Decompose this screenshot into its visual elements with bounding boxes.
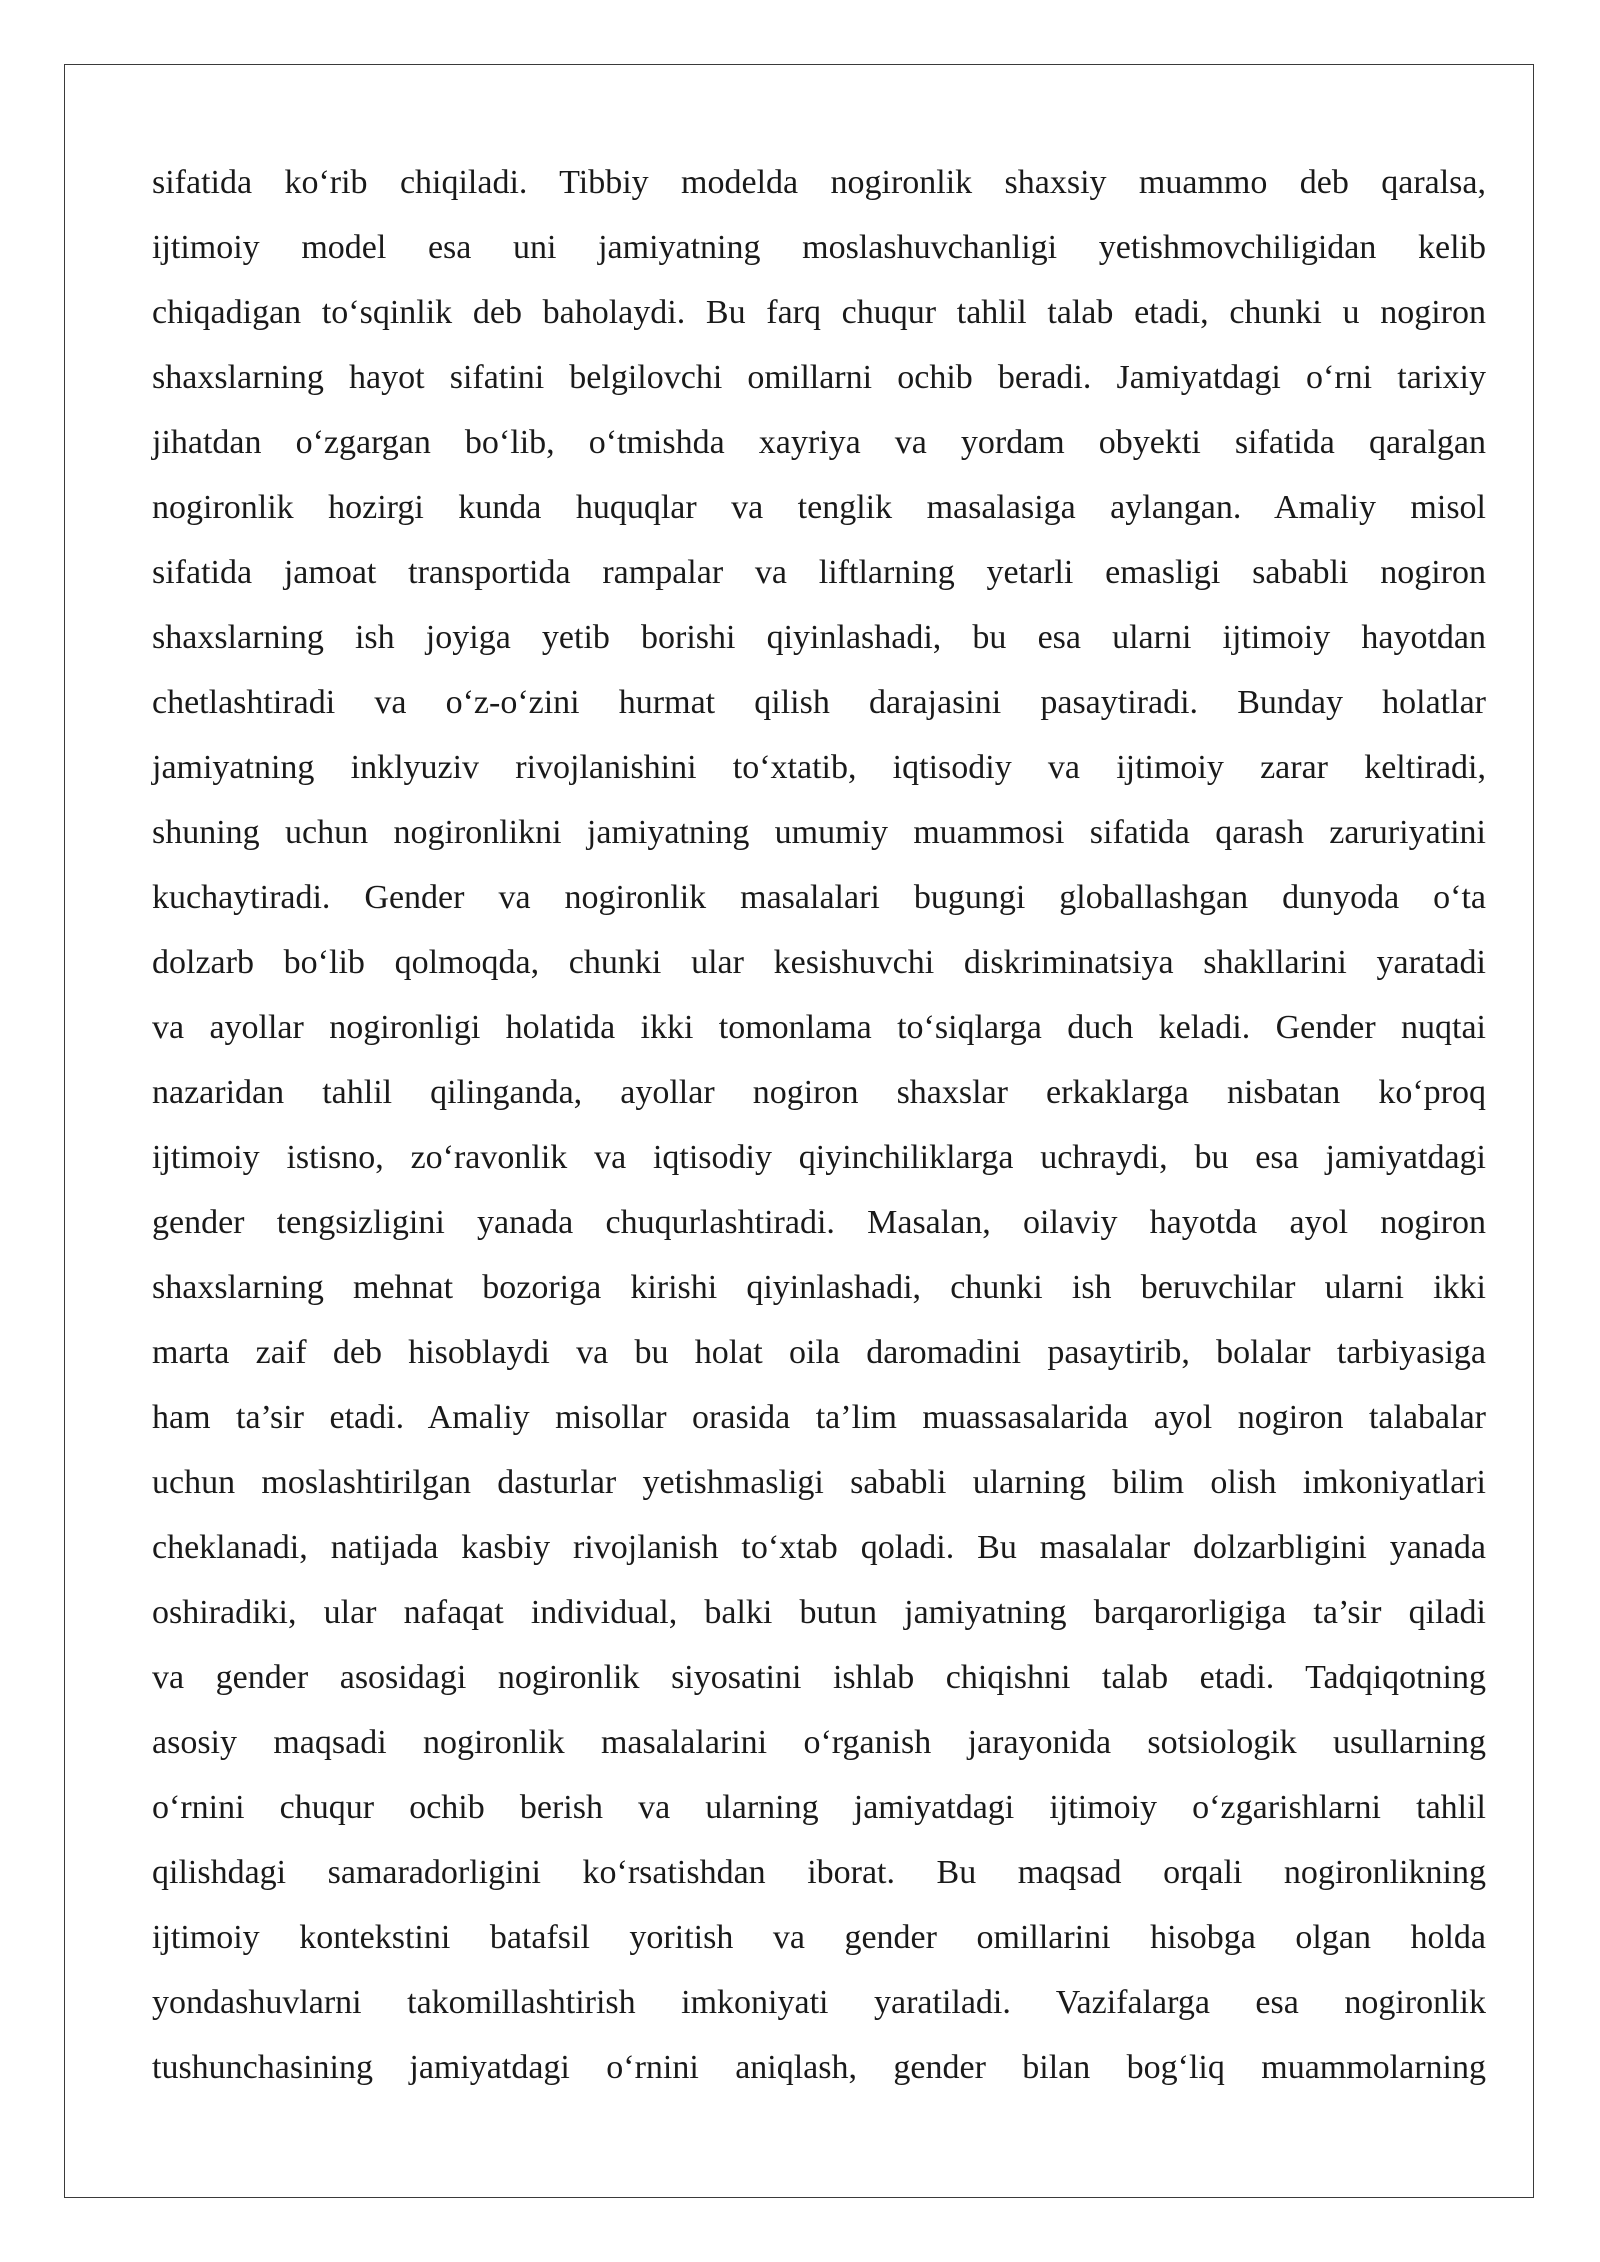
text-line: shuning uchun nogironlikni jamiyatning umumiy muammosi sifatida qarash zaruriyatini xyxy=(152,814,1486,851)
text-line: qilishdagi samaradorligini ko‘rsatishdan iborat. Bu maqsad orqali nogironlikning xyxy=(152,1854,1486,1891)
text-line: kuchaytiradi. Gender va nogironlik masalalari bugungi globallashgan dunyoda o‘ta xyxy=(152,879,1486,916)
text-line: cheklanadi, natijada kasbiy rivojlanish to‘xtab qoladi. Bu masalalar dolzarbligini yanada xyxy=(152,1529,1486,1566)
text-line: va gender asosidagi nogironlik siyosatini ishlab chiqishni talab etadi. Tadqiqotning xyxy=(152,1659,1486,1696)
body-text xyxy=(152,150,1486,2100)
text-line: o‘rnini chuqur ochib berish va ularning jamiyatdagi ijtimoiy o‘zgarishlarni tahlil xyxy=(152,1789,1486,1826)
text-line: oshiradiki, ular nafaqat individual, balki butun jamiyatning barqarorligiga ta’sir qiladi xyxy=(152,1594,1486,1631)
text-line: dolzarb bo‘lib qolmoqda, chunki ular kesishuvchi diskriminatsiya shakllarini yaratadi xyxy=(152,944,1486,981)
text-line: nazaridan tahlil qilinganda, ayollar nogiron shaxslar erkaklarga nisbatan ko‘proq xyxy=(152,1074,1486,1111)
text-line: va ayollar nogironligi holatida ikki tomonlama to‘siqlarga duch keladi. Gender nuqtai xyxy=(152,1009,1486,1046)
text-line: jihatdan o‘zgargan bo‘lib, o‘tmishda xayriya va yordam obyekti sifatida qaralgan xyxy=(152,424,1486,461)
text-line: marta zaif deb hisoblaydi va bu holat oila daromadini pasaytirib, bolalar tarbiyasiga xyxy=(152,1334,1486,1371)
text-line: chetlashtiradi va o‘z-o‘zini hurmat qilish darajasini pasaytiradi. Bunday holatlar xyxy=(152,684,1486,721)
text-line: asosiy maqsadi nogironlik masalalarini o‘rganish jarayonida sotsiologik usullarning xyxy=(152,1724,1486,1761)
text-line: chiqadigan to‘sqinlik deb baholaydi. Bu farq chuqur tahlil talab etadi, chunki u nogiron xyxy=(152,294,1486,331)
text-line: shaxslarning ish joyiga yetib borishi qiyinlashadi, bu esa ularni ijtimoiy hayotdan xyxy=(152,619,1486,656)
text-line: ijtimoiy istisno, zo‘ravonlik va iqtisodiy qiyinchiliklarga uchraydi, bu esa jamiyatdagi xyxy=(152,1139,1486,1176)
text-line: uchun moslashtirilgan dasturlar yetishmasligi sababli ularning bilim olish imkoniyatlari xyxy=(152,1464,1486,1501)
text-line: jamiyatning inklyuziv rivojlanishini to‘xtatib, iqtisodiy va ijtimoiy zarar keltiradi, xyxy=(152,749,1486,786)
text-line: tushunchasining jamiyatdagi o‘rnini aniqlash, gender bilan bog‘liq muammolarning xyxy=(152,2049,1486,2086)
text-line: ijtimoiy kontekstini batafsil yoritish va gender omillarini hisobga olgan holda xyxy=(152,1919,1486,1956)
text-line: sifatida ko‘rib chiqiladi. Tibbiy modelda nogironlik shaxsiy muammo deb qaralsa, xyxy=(152,164,1486,201)
text-line: gender tengsizligini yanada chuqurlashtiradi. Masalan, oilaviy hayotda ayol nogiron xyxy=(152,1204,1486,1241)
text-line: shaxslarning hayot sifatini belgilovchi omillarni ochib beradi. Jamiyatdagi o‘rni tarixiy xyxy=(152,359,1486,396)
text-line: ham ta’sir etadi. Amaliy misollar orasida ta’lim muassasalarida ayol nogiron talabalar xyxy=(152,1399,1486,1436)
text-line: yondashuvlarni takomillashtirish imkoniyati yaratiladi. Vazifalarga esa nogironlik xyxy=(152,1984,1486,2021)
text-line: nogironlik hozirgi kunda huquqlar va tenglik masalasiga aylangan. Amaliy misol xyxy=(152,489,1486,526)
text-line: ijtimoiy model esa uni jamiyatning moslashuvchanligi yetishmovchiligidan kelib xyxy=(152,229,1486,266)
text-line: shaxslarning mehnat bozoriga kirishi qiyinlashadi, chunki ish beruvchilar ularni ikki xyxy=(152,1269,1486,1306)
text-line: sifatida jamoat transportida rampalar va liftlarning yetarli emasligi sababli nogiron xyxy=(152,554,1486,591)
